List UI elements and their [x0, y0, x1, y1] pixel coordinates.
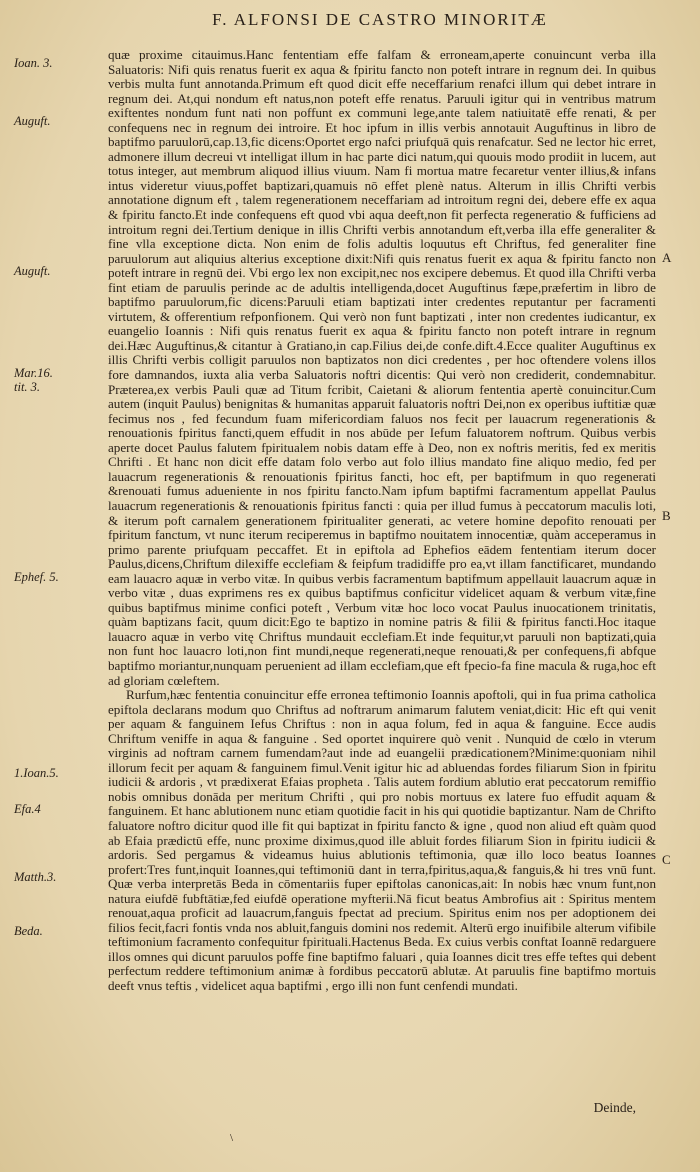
main-text-column [108, 48, 656, 994]
paragraph-2: Rurfum,hæc fententia conuincitur effe erronea teftimonio Ioannis apoftoli, qui in fua prima catholica epiftola declarans modum quo Chriftus ad noftrarum animarum falutem veniat,dicit: Hic eft qui venit per aquam & fanguinem Iefus Chriftus : non in aqua folum, fed in aqua & fanguine. Ecce audis Chriftum veniffe in aqua & fanguine . Sed oportet inquirere quò venit . Nunquid de cœlo in vterum virginis ad noftram carnem fumendam?aut inde ad euangelii prædicationem?Minime:quoniam nihil illorum fecit per aquam & fanguinem fimul.Venit igitur hic ad abluendas fordes filiarum Sion in fpiritu iudicii & ardoris , vt prædixerat Efaias propheta . Talis autem fordium ablutio erat peccatorum remiffio nobis omnibus donāda per meritum Chrifti , qui pro nobis mortuus ex latere fuo effudit aquam & fanguinem. Et hanc ablutionem nunc etiam quotidie facit in his qui quotidie baptizantur. Nam de Chrifto faluatore noftro dicitur quod ille fit qui baptizat in fpiritu fancto & igne , quod non aliud eft quàm quod ab Efaia prædictū effe, nunc proxime diximus,quod ille abluit fordes filiarum Sion in fpiritu iudicii & ardoris. Sed pergamus & videamus huius ablutionis teftimonia, quæ illo loco beatus Ioannes profert:Tres funt,inquit Ioannes,qui teftimoniū dant in terra,fpiritus,aqua,& fanguis,& hi tres vnū funt. Quæ verba interpretās Beda in cōmentariis fuper epiftolas canonicas,ait: In nobis hæc vnum funt,non natura eiufdē fubftātiæ,fed eiufdē operatione myfterii.Nā ficut beatus Ambrofius ait : Spiritus mentem renouat,aqua proficit ad lauacrum,fanguis fpectat ad precium. Spiritus enim nos per adoptionem dei filios fecit,facri fontis vnda nos abluit,fanguis domini nos redemit. Alterū ergo inuifibile alterum vifibile teftimonium facramento confequitur fpirituali.Hactenus Beda. Ex cuius verbis conftat Ioannē redarguere illos omnes qui dicunt paruulos poffe fine baptifmo faluari , quia Ioannes dicit tres effe teftes qui debent perfectum reddere teftimonium animæ à fordibus peccatorū ablutæ. At paruulis fine baptifmo mortuis deeft vnus teftis , videlicet aqua baptifmi , ergo illi non funt cenfendi mundati. [108, 687, 656, 993]
margin-note-beda: Beda. [14, 924, 43, 938]
margin-note-august-1: Auguft. [14, 114, 51, 128]
margin-note-matth-3: Matth.3. [14, 870, 57, 884]
section-letter-a: A [662, 250, 672, 265]
running-head: F. ALFONSI DE CASTRO MINORITÆ [212, 10, 548, 29]
margin-note-tit-3: tit. 3. [14, 380, 41, 394]
section-letter-b: B [662, 508, 671, 523]
margin-note-marc-16: Mar.16. [14, 366, 53, 380]
margin-note-ioan-3: Ioan. 3. [14, 56, 53, 70]
margin-note-august-2: Auguft. [14, 264, 51, 278]
section-letter-c: C [662, 852, 671, 867]
catchword: Deinde, [593, 1100, 636, 1115]
margin-note-ephes-5: Ephef. 5. [14, 570, 59, 584]
margin-note-1-ioan-5: 1.Ioan.5. [14, 766, 59, 780]
paragraph-1: quæ proxime citauimus.Hanc fententiam effe falfam & erroneam,aperte conuincunt verba illa Saluatoris: Nifi quis renatus fuerit ex aqua & fpiritu fancto non poteft intrare in regnum dei. In quibus verbis multa funt annotanda.Primum eft quod dicit effe neceffarium renafci illum qui debet intrare in regnum dei. At,qui nondum eft natus,non poteft effe renatus. Paruuli igitur qui in ventribus matrum exiftentes nondum funt nati non poffunt ex communi lege,ante talem natiuitatē effe renati, & per confequens nec in regnum dei introire. Et hoc ipfum in illis verbis annotauit Auguftinus in libro de baptifmo paruulorū,cap.13,fic dicens:Oportet ergo nafci priufquā quis renafcatur. Sed ne lector hic erret, admonere illum decreui vt intelligat illum in hac parte dici natum,qui quouis modo prodiit in lucem, aut totus integer, aut membrum aliquod illius viuum. Nam fi mortua matre fecaretur venter illius,& infans intus videretur viuus,poffet baptizari,quamuis nō effet plenè natus. Alterum in illis Chrifti verbis annotatione dignum eft , talem regenerationem neceffariam ad introitum regni dei, debere effe ex aqua & fpiritu fancto.Et inde confequens eft quod vbi aqua deeft,non fit perfecta regeneratio & fufficiens ad introitum regni dei.Tertium denique in illis Chrifti verbis annotandum eft,verba illa effe generaliter & fine vlla exceptione dicta. Non enim de folis adultis loquutus eft Chriftus, fed generaliter fine paruulorum aut aliquius alterius exceptione dixit:Nifi quis renatus fuerit ex aqua & fpiritu fancto non poteft intrare in regnū dei. Vbi ergo lex non excipit,nec nos excipere debemus. Et quod illa Chrifti verba fint etiam de paruulis perinde ac de adultis intelligenda,docet Auguftinus fæpe,præfertim in libro de baptifmo paruulorum,fic dicens:Paruuli etiam baptizati inter credentes reputantur per facramenti virtutem, & offerentium refponfionem. Qui verò non funt baptizati , inter non credentes iudicantur, ex euangelio Ioannis : Nifi quis renatus fuerit ex aqua & fpiritu fancto non poteft intrare in regnum dei.Hæc Auguftinus,& citantur à Gratiano,in cap.Filius dei,de confe.dift.4.Ecce qualiter Auguftinus ex illis Chrifti verbis colligit paruulos non baptizatos non dici credentes , per hoc oftendere volens illos fore damnandos, iuxta alia verba Saluatoris noftri dicentis: Qui verò non crediderit, condemnabitur. Præterea,ex verbis Pauli quæ ad Titum fcribit, Caietani & aliorum fententia apertè conuincitur.Cum autem (inquit Paulus) benignitas & humanitas apparuit faluatoris noftri Dei,non ex operibus iuftitiæ quæ fecimus nos , fed fecundum fuam mifericordiam faluos nos fecit per lauacrum regenerationis & renouationis fpiritus fancti,quem effudit in nos abūde per Iefum faluatorem noftrum. Quibus verbis aperte docet Paulus falutem fpiritualem nobis datam effe à Deo, non ex noftris meritis, fed ex meritis Chrifti . Et hanc non dicit effe datam folo verbo aut folo illius mandato fine aliquo medio, fed per lauacrum regenerationis & renouationis fpiritus fancti, hoc eft, per baptifmum in quo regenerati &renouati fumus adueniente in nos fpiritu fancto.Nam ipfum baptifmi facramentum appellat Paulus lauacrum regenerationis & renouationis fpiritus fancti : quia per illud fumus à peccatorum maculis loti, & iterum poft carnalem generationem fpiritualiter generati, ac vetere homine depofito renouati per fpiritum fanctum, vt nunc iterum reciperemus in baptifmo nouitatem innocentiæ, quàm acceperamus in primo parente priufquam peccaffet. Et in epiftola ad Ephefios eādem fententiam iterum docer Paulus,dicens,Chriftum dilexiffe ecclefiam & feipfum tradidiffe pro ea,vt illam fanctificaret, mundando eam lauacro aquæ in verbo vitæ. In quibus verbis facramentum baptifmum appellauit lauacrum aquæ in verbo vitæ , duas exprimens res ex quibus baptifmus conficitur videlicet aquam & verbum vitæ,fine quibus baptifmus minime confici poteft , Verbum vitæ hoc loco vocat Paulus inuocationem trinitatis, quàm baptizans facit, quum dicit:Ego te baptizo in nomine patris & filii & fpiritus fancti.Hoc itaque lauacro aquæ in verbo vitę Chriftus mundauit ecclefiam.Et inde fequitur,vt paruuli non baptizati,quia non funt hoc lauacro loti,non fint mundi,neque regenerati,neque renouati,& per confequens,fi abfque baptifmo moriantur,nunquam peruenient ad illam ecclefiam,que eft fpecio-fa fine macula & ruga,hoc eft ad gloriam cœleftem. [108, 47, 656, 688]
margin-note-esa-4: Efa.4 [14, 802, 41, 816]
printer-mark: \ [230, 1132, 234, 1144]
